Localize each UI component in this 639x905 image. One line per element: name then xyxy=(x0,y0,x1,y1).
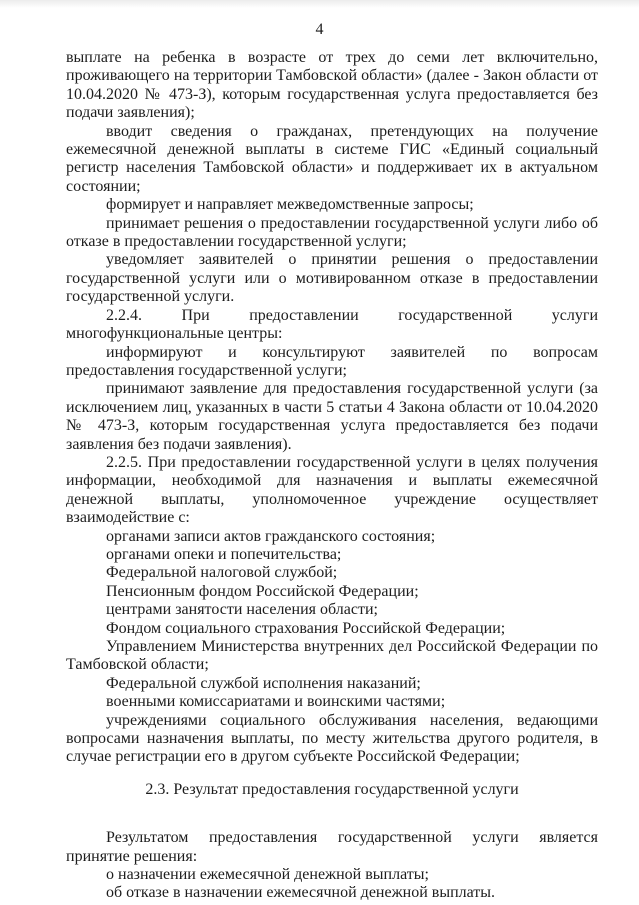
list-item: центрами занятости населения области; xyxy=(106,601,378,619)
list-item: Фондом социального страхования Российской Федерации; xyxy=(106,619,506,637)
paragraph: Управлением Министерства внутренних дел Российской Федерации по Тамбовской области; xyxy=(66,638,598,674)
list-item: Федеральной налоговой службой; xyxy=(106,564,338,582)
list-item: об отказе в назначении ежемесячной денежной выплаты. xyxy=(106,884,496,902)
paragraph: формирует и направляет межведомственные запросы; xyxy=(106,196,474,214)
paragraph: выплате на ребенка в возрасте от трех до семи лет включительно, проживающего на территории Тамбовской области» (далее - Закон области от 10.04.2020 № 473-З), которым государственная услуга предоставляется без подачи заявления); xyxy=(66,49,598,122)
list-item: Пенсионным фондом Российской Федерации; xyxy=(106,582,419,600)
scan-edge xyxy=(0,0,639,8)
paragraph: учреждениями социального обслуживания населения, ведающими вопросами назначения выплаты, по месту жительства другого родителя, в случае регистрации его в другом субъекте Российской Федерации; xyxy=(66,711,598,766)
paragraph: вводит сведения о гражданах, претендующих на получение ежемесячной денежной выплаты в системе ГИС «Единый социальный регистр населения Тамбовской области» и поддерживает их в актуальном состоянии; xyxy=(66,122,598,195)
list-item: о назначении ежемесячной денежной выплаты; xyxy=(106,866,429,884)
paragraph: принимает решения о предоставлении государственной услуги либо об отказе в предоставлении государственной услуги; xyxy=(66,214,598,251)
section-heading: 2.3. Результат предоставления государственной услуги xyxy=(145,780,519,798)
list-item: военными комиссариатами и воинскими частями; xyxy=(106,693,446,711)
paragraph: уведомляет заявителей о принятии решения о предоставлении государственной услуги или о мотивированном отказе в предоставлении государственной услуги. xyxy=(66,251,598,306)
paragraph: Результатом предоставления государственной услуги является принятие решения: xyxy=(66,829,598,865)
paragraph: принимают заявление для предоставления государственной услуги (за исключением лиц, указанных в части 5 статьи 4 Закона области от 10.04.2020 № 473-З, которым государственная услуга предоставляется без подачи заявления без подачи заявления). xyxy=(66,380,598,453)
page-number: 4 xyxy=(315,21,324,38)
paragraph: информируют и консультируют заявителей по вопросам предоставления государственной услуги; xyxy=(66,343,598,379)
document-body xyxy=(66,49,598,903)
list-item: органами опеки и попечительства; xyxy=(106,545,342,563)
paragraph: 2.2.4. При предоставлении государственной услуги многофункциональные центры: xyxy=(66,306,598,343)
list-item: Федеральной службой исполнения наказаний; xyxy=(106,674,421,692)
list-item: органами записи актов гражданского состояния; xyxy=(106,527,436,545)
paragraph: 2.2.5. При предоставлении государственной услуги в целях получения информации, необходимой для назначения и выплаты ежемесячной денежной выплаты, уполномоченное учреждение осуществляет взаимодействие с: xyxy=(66,453,598,527)
